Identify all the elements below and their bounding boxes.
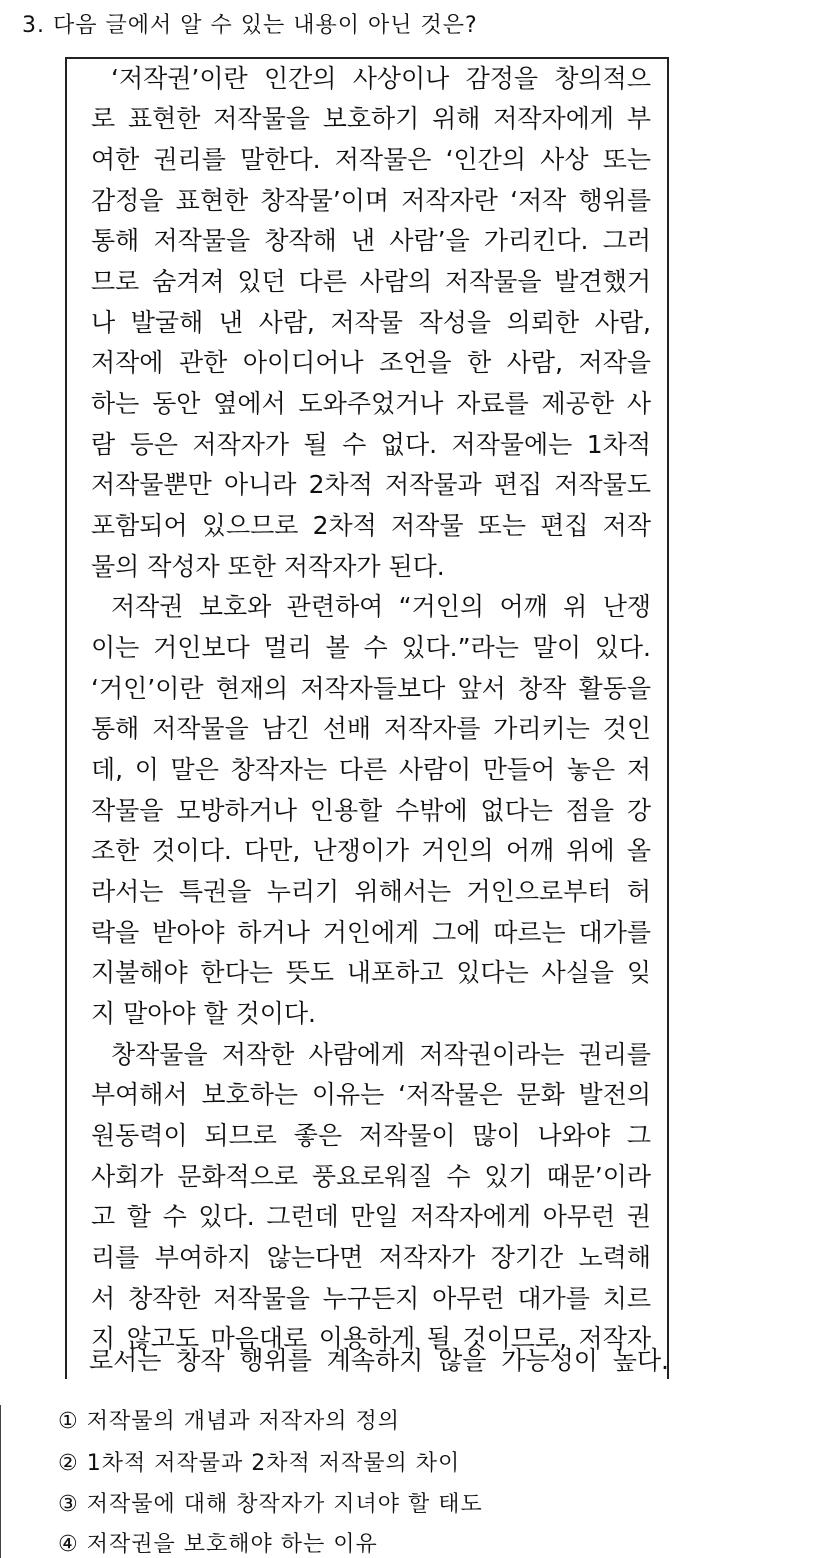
option-2[interactable]: ② 1차적 저작물과 2차적 저작물의 차이: [58, 1451, 461, 1476]
passage-line: 사회가 문화적으로 풍요로워질 수 있기 때문’이라: [91, 1162, 651, 1191]
passage-line: 물의 작성자 또한 저작자가 된다.: [91, 552, 445, 581]
passage-line: 하는 동안 옆에서 도와주었거나 자료를 제공한 사: [91, 389, 651, 418]
passage-line: 서 창작한 저작물을 누구든지 아무런 대가를 치르: [91, 1284, 651, 1313]
passage-line: 로서는 창작 행위를 계속하지 않을 가능성이 높다.: [89, 1346, 669, 1375]
left-margin-rule: [0, 1405, 1, 1558]
passage-line: 라서는 특권을 누리기 위해서는 거인으로부터 허: [91, 877, 651, 906]
passage-line: 이는 거인보다 멀리 볼 수 있다.”라는 말이 있다.: [91, 633, 651, 662]
passage-line: 람 등은 저작자가 될 수 없다. 저작물에는 1차적: [91, 430, 651, 459]
passage-line: 나 발굴해 낸 사람, 저작물 작성을 의뢰한 사람,: [91, 308, 651, 337]
passage-line: 포함되어 있으므로 2차적 저작물 또는 편집 저작: [91, 511, 651, 540]
passage-line: 저작권 보호와 관련하여 “거인의 어깨 위 난쟁: [111, 592, 651, 621]
passage-line: 고 할 수 있다. 그런데 만일 저작자에게 아무런 권: [91, 1202, 651, 1231]
passage-line: 여한 권리를 말한다. 저작물은 ‘인간의 사상 또는: [91, 145, 651, 174]
passage-line: 조한 것이다. 다만, 난쟁이가 거인의 어깨 위에 올: [91, 836, 651, 865]
passage-line: 통해 저작물을 남긴 선배 저작자를 가리키는 것인: [91, 714, 651, 743]
passage-line: 데, 이 말은 창작자는 다른 사람이 만들어 놓은 저: [91, 755, 651, 784]
passage-line: 락을 받아야 하거나 거인에게 그에 따르는 대가를: [91, 918, 651, 947]
passage-line: 므로 숨겨져 있던 다른 사람의 저작물을 발견했거: [91, 267, 651, 296]
passage-line: 원동력이 되므로 좋은 저작물이 많이 나와야 그: [91, 1121, 651, 1150]
passage-line: ‘저작권’이란 인간의 사상이나 감정을 창의적으: [111, 64, 651, 93]
passage-line: 지불해야 한다는 뜻도 내포하고 있다는 사실을 잊: [91, 958, 651, 987]
option-3[interactable]: ③ 저작물에 대해 창작자가 지녀야 할 태도: [58, 1492, 483, 1517]
option-4[interactable]: ④ 저작권을 보호해야 하는 이유: [58, 1532, 378, 1557]
passage-line: 통해 저작물을 창작해 낸 사람’을 가리킨다. 그러: [91, 226, 651, 255]
passage-line: 로 표현한 저작물을 보호하기 위해 저작자에게 부: [91, 104, 651, 133]
passage-line: 창작물을 저작한 사람에게 저작권이라는 권리를: [111, 1040, 651, 1069]
passage-line: ‘거인’이란 현재의 저작자들보다 앞서 창작 활동을: [91, 674, 651, 703]
passage-line: 작물을 모방하거나 인용할 수밖에 없다는 점을 강: [91, 796, 651, 825]
passage-box: [65, 57, 669, 1379]
passage-line: 저작물뿐만 아니라 2차적 저작물과 편집 저작물도: [91, 470, 651, 499]
passage-line: 리를 부여하지 않는다면 저작자가 장기간 노력해: [91, 1243, 651, 1272]
passage-line: 지 말아야 할 것이다.: [91, 999, 316, 1028]
question-title: 3. 다음 글에서 알 수 있는 내용이 아닌 것은?: [22, 13, 478, 38]
passage-line: 감정을 표현한 창작물’이며 저작자란 ‘저작 행위를: [91, 186, 651, 215]
option-1[interactable]: ① 저작물의 개념과 저작자의 정의: [58, 1409, 400, 1434]
passage-line: 저작에 관한 아이디어나 조언을 한 사람, 저작을: [91, 348, 651, 377]
passage-line: 부여해서 보호하는 이유는 ‘저작물은 문화 발전의: [91, 1080, 651, 1109]
passage-line: 지 않고도 마음대로 이용하게 될 것이므로, 저작자: [91, 1324, 651, 1353]
